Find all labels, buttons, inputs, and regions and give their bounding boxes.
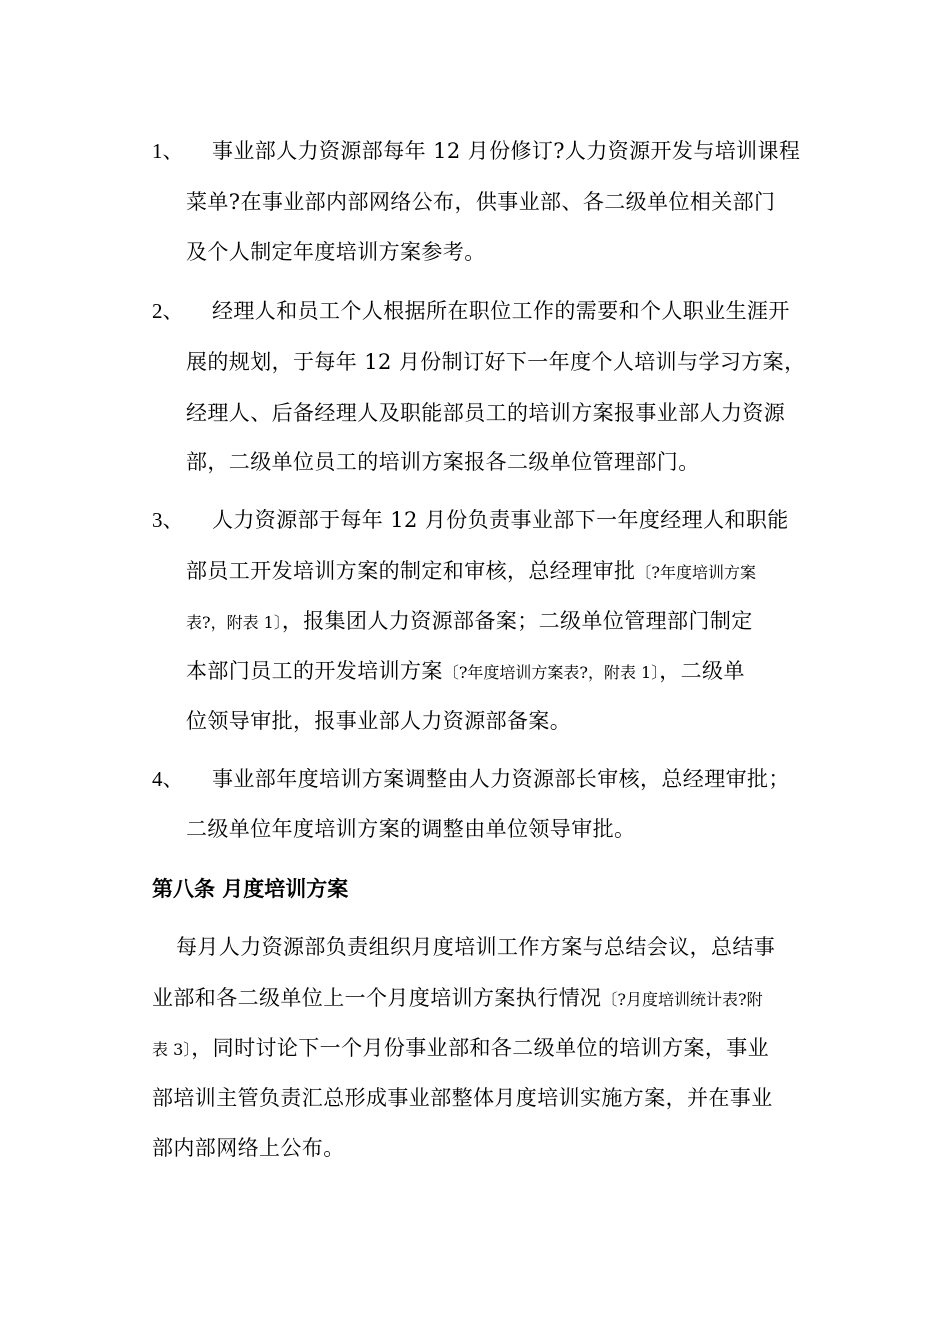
item-line-text: ，二级单 <box>659 659 745 683</box>
paragraph-line-text: 业部和各二级单位上一个月度培训方案执行情况 <box>152 986 602 1010</box>
item-line-note: 表?，附表 1〕 <box>186 613 282 632</box>
paragraph-line: 部内部网络上公布。 <box>152 1136 345 1160</box>
paragraph-line-text: ，同时讨论下一个月份事业部和各二级单位的培训方案，事业 <box>191 1036 770 1060</box>
section-heading: 第八条 月度培训方案 <box>152 876 349 901</box>
item-line: 经理人、后备经理人及职能部员工的培训方案报事业部人力资源 <box>186 401 786 425</box>
item-line-text: 本部门员工的开发培训方案 <box>186 659 443 683</box>
item-line-text: 部员工开发培训方案的制定和审核，总经理审批 <box>186 559 636 583</box>
item-line: 部，二级单位员工的培训方案报各二级单位管理部门。 <box>186 450 700 474</box>
item-line: 展的规划，于每年 12 月份制订好下一年度个人培训与学习方案， <box>186 350 806 374</box>
item-line: 经理人和员工个人根据所在职位工作的需要和个人职业生涯开 <box>212 299 790 323</box>
item-line <box>186 556 756 588</box>
item-line: 菜单?在事业部内部网络公布，供事业部、各二级单位相关部门 <box>186 190 776 214</box>
paragraph-line <box>152 983 763 1015</box>
paragraph-line: 每月人力资源部负责组织月度培训工作方案与总结会议，总结事 <box>176 935 776 959</box>
paragraph-line-note: 表 3〕 <box>152 1040 192 1059</box>
item-line: 二级单位年度培训方案的调整由单位领导审批。 <box>186 817 636 841</box>
paragraph-line <box>152 1033 769 1065</box>
item-line-note: 〔?年度培训方案表?，附表 1〕 <box>442 663 660 682</box>
item-line: 位领导审批，报事业部人力资源部备案。 <box>186 709 572 733</box>
item-number: 1、 <box>152 139 184 163</box>
item-line: 人力资源部于每年 12 月份负责事业部下一年度经理人和职能 <box>212 508 789 532</box>
item-line-text: ，报集团人力资源部备案；二级单位管理部门制定 <box>281 609 753 633</box>
item-number: 3、 <box>152 508 184 532</box>
item-number: 4、 <box>152 767 184 791</box>
item-line <box>186 656 745 688</box>
item-line: 事业部人力资源部每年 12 月份修订?人力资源开发与培训课程 <box>212 139 801 163</box>
item-line: 及个人制定年度培训方案参考。 <box>186 240 486 264</box>
item-line-note: 〔?年度培训方案 <box>635 563 756 582</box>
paragraph-line-note: 〔?月度培训统计表?附 <box>601 990 763 1009</box>
paragraph-line: 部培训主管负责汇总形成事业部整体月度培训实施方案，并在事业 <box>152 1086 773 1110</box>
item-number: 2、 <box>152 299 184 323</box>
item-line: 事业部年度培训方案调整由人力资源部长审核，总经理审批； <box>212 767 790 791</box>
item-line <box>186 606 753 638</box>
